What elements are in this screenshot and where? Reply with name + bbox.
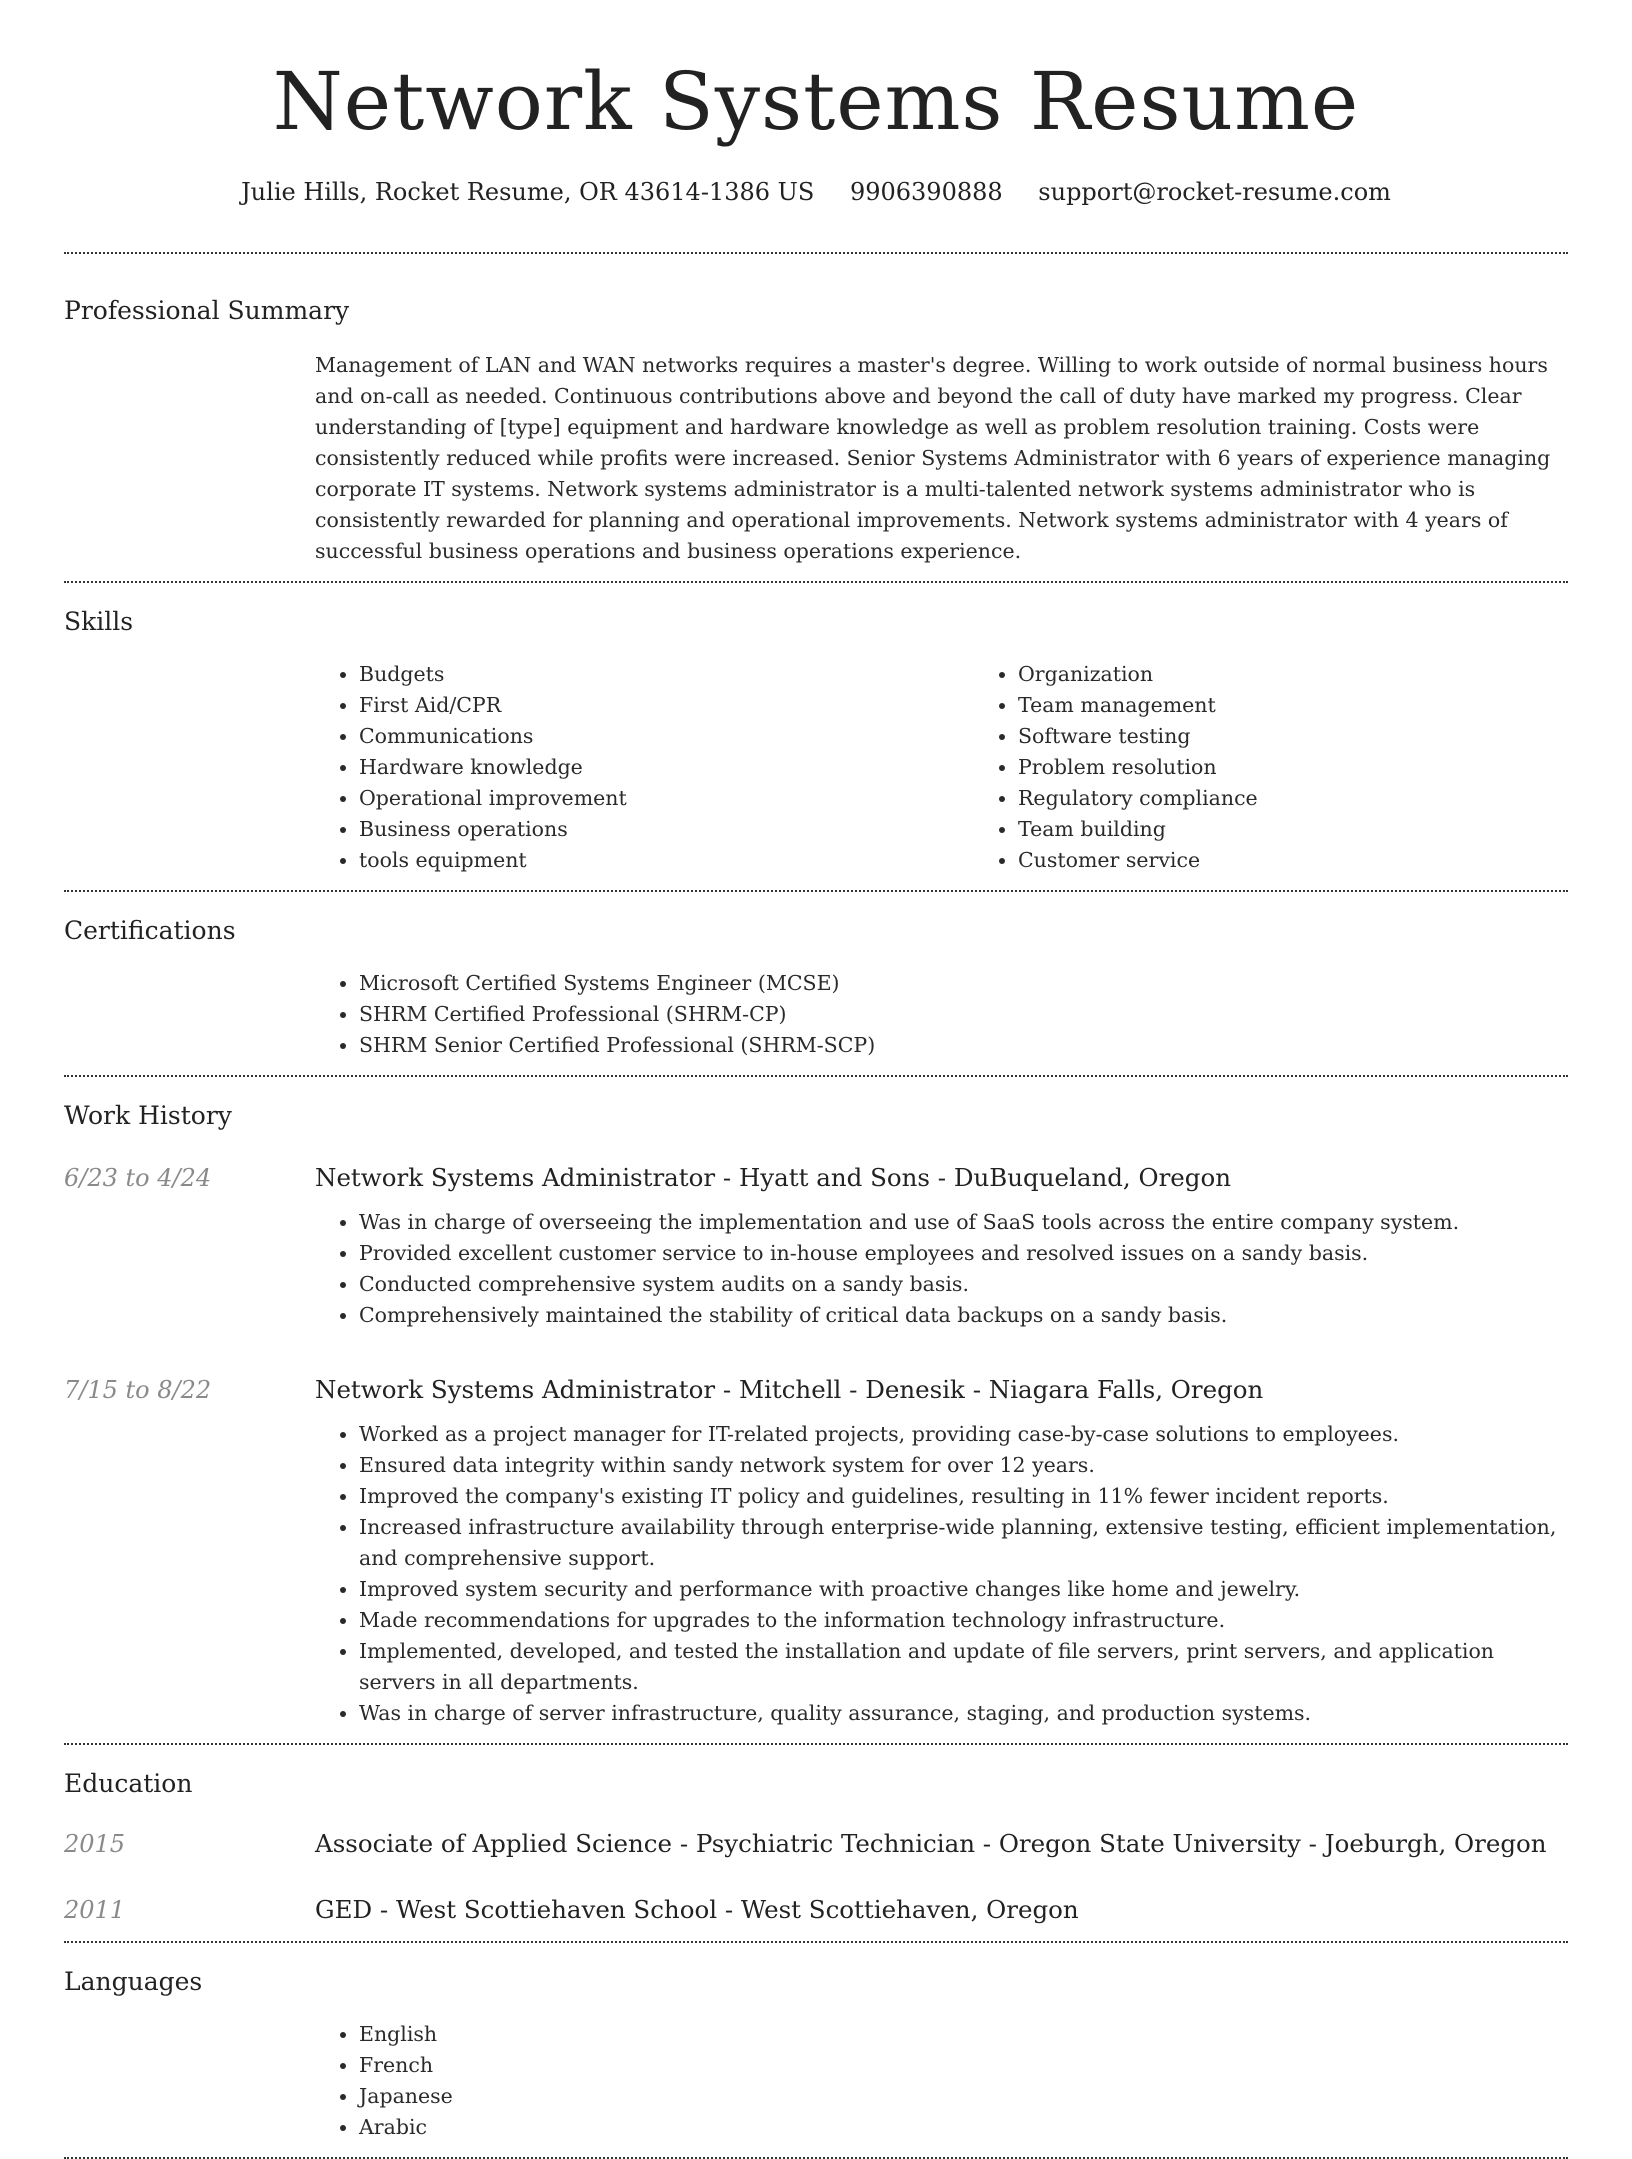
summary-text: Management of LAN and WAN networks requires a master's degree. Willing to work outside of normal business hours and on-call as needed. Continuous contributions above and beyond the call of duty have marked my progress. Clear understanding of [type] equipment and hardware knowledge as well as problem resolution training. Costs were consistently reduced while profits were increased. Senior Systems Administrator with 6 years of experience managing corporate IT systems. Network systems administrator is a multi-talented network systems administrator who is consistently rewarded for planning and operational improvements. Network systems administrator with 4 years of successful business operations and business operations experience.: [315, 353, 1551, 563]
skills-list-left: [315, 659, 974, 876]
work-entry: [64, 1373, 1568, 1729]
work-entry-body: [315, 1419, 1568, 1729]
work-bullets: [315, 1419, 1568, 1729]
section-title-languages: Languages: [64, 1967, 203, 1996]
section-title-certifications: Certifications: [64, 916, 236, 945]
language-item: • English: [359, 2019, 1568, 2050]
section-title-education: Education: [64, 1769, 193, 1798]
skill-item: • Problem resolution: [1018, 752, 1632, 783]
section-title-summary: Professional Summary: [64, 296, 350, 325]
skill-item: • Team management: [1018, 690, 1632, 721]
certifications-section: [64, 892, 1568, 1075]
section-title-work: Work History: [64, 1101, 232, 1130]
skill-item: • Organization: [1018, 659, 1632, 690]
education-year: 2011: [64, 1896, 126, 1924]
work-bullet: • Conducted comprehensive system audits on a sandy basis.: [359, 1269, 1568, 1300]
languages-list: [315, 2019, 1568, 2143]
education-heading: GED - West Scottiehaven School - West Scottiehaven, Oregon: [315, 1895, 1079, 1924]
skill-item: • Communications: [359, 721, 974, 752]
work-entry-body: [315, 1207, 1568, 1331]
work-dates: 6/23 to 4/24: [64, 1164, 212, 1192]
work-bullets: [315, 1207, 1568, 1331]
contact-line: [64, 176, 1568, 208]
language-item: • French: [359, 2050, 1568, 2081]
skill-item: • First Aid/CPR: [359, 690, 974, 721]
work-history-section: [64, 1077, 1568, 1743]
summary-section: [64, 254, 1568, 581]
work-bullet: • Worked as a project manager for IT-related projects, providing case-by-case solutions to employees.: [359, 1419, 1568, 1450]
education-year: 2015: [64, 1830, 126, 1858]
skill-item: • Business operations: [359, 814, 974, 845]
skills-section: [64, 583, 1568, 890]
work-bullet: • Comprehensively maintained the stability of critical data backups on a sandy basis.: [359, 1300, 1568, 1331]
languages-section: [64, 1943, 1568, 2157]
work-bullet: • Was in charge of server infrastructure, quality assurance, staging, and production systems.: [359, 1698, 1568, 1729]
skill-item: • Software testing: [1018, 721, 1632, 752]
section-title-skills: Skills: [64, 607, 134, 636]
work-bullet: • Improved the company's existing IT policy and guidelines, resulting in 11% fewer incident reports.: [359, 1481, 1568, 1512]
skill-item: • Regulatory compliance: [1018, 783, 1632, 814]
skill-item: • Budgets: [359, 659, 974, 690]
certifications-list-wrap: [315, 968, 1568, 1061]
languages-list-wrap: [315, 2019, 1568, 2143]
work-dates: 7/15 to 8/22: [64, 1376, 212, 1404]
certification-item: • SHRM Certified Professional (SHRM-CP): [359, 999, 1568, 1030]
contact-email: support@rocket-resume.com: [1038, 178, 1391, 206]
contact-phone: 9906390888: [849, 178, 1003, 206]
work-bullet: • Increased infrastructure availability through enterprise-wide planning, extensive testing, efficient implementation, and comprehensive support.: [359, 1512, 1568, 1574]
work-bullet: • Provided excellent customer service to in-house employees and resolved issues on a sandy basis.: [359, 1238, 1568, 1269]
language-item: • Arabic: [359, 2112, 1568, 2143]
skill-item: • tools equipment: [359, 845, 974, 876]
education-heading: Associate of Applied Science - Psychiatric Technician - Oregon State University - Joeburgh, Oregon: [315, 1829, 1547, 1858]
work-heading: Network Systems Administrator - Mitchell - Denesik - Niagara Falls, Oregon: [315, 1375, 1264, 1404]
resume-title: Network Systems Resume: [272, 55, 1360, 148]
certification-item: • Microsoft Certified Systems Engineer (MCSE): [359, 968, 1568, 999]
skill-item: • Team building: [1018, 814, 1632, 845]
skill-item: • Customer service: [1018, 845, 1632, 876]
skills-list-right: [974, 659, 1632, 876]
education-section: [64, 1745, 1568, 1941]
work-bullet: • Was in charge of overseeing the implementation and use of SaaS tools across the entire company system.: [359, 1207, 1568, 1238]
work-entry: [64, 1161, 1568, 1331]
work-bullet: • Ensured data integrity within sandy network system for over 12 years.: [359, 1450, 1568, 1481]
contact-address: Julie Hills, Rocket Resume, OR 43614-1386 US: [241, 178, 815, 206]
skills-grid: [315, 659, 1568, 876]
skill-item: • Operational improvement: [359, 783, 974, 814]
education-entry: [64, 1827, 1568, 1861]
education-entry: [64, 1893, 1568, 1927]
work-bullet: • Implemented, developed, and tested the installation and update of file servers, print servers, and application servers in all departments.: [359, 1636, 1568, 1698]
work-entry-header: [64, 1161, 1568, 1195]
work-heading: Network Systems Administrator - Hyatt and Sons - DuBuqueland, Oregon: [315, 1163, 1231, 1192]
language-item: • Japanese: [359, 2081, 1568, 2112]
skill-item: • Hardware knowledge: [359, 752, 974, 783]
work-bullet: • Improved system security and performance with proactive changes like home and jewelry.: [359, 1574, 1568, 1605]
work-entry-header: [64, 1373, 1568, 1407]
work-bullet: • Made recommendations for upgrades to the information technology infrastructure.: [359, 1605, 1568, 1636]
certifications-list: [315, 968, 1568, 1061]
certification-item: • SHRM Senior Certified Professional (SHRM-SCP): [359, 1030, 1568, 1061]
